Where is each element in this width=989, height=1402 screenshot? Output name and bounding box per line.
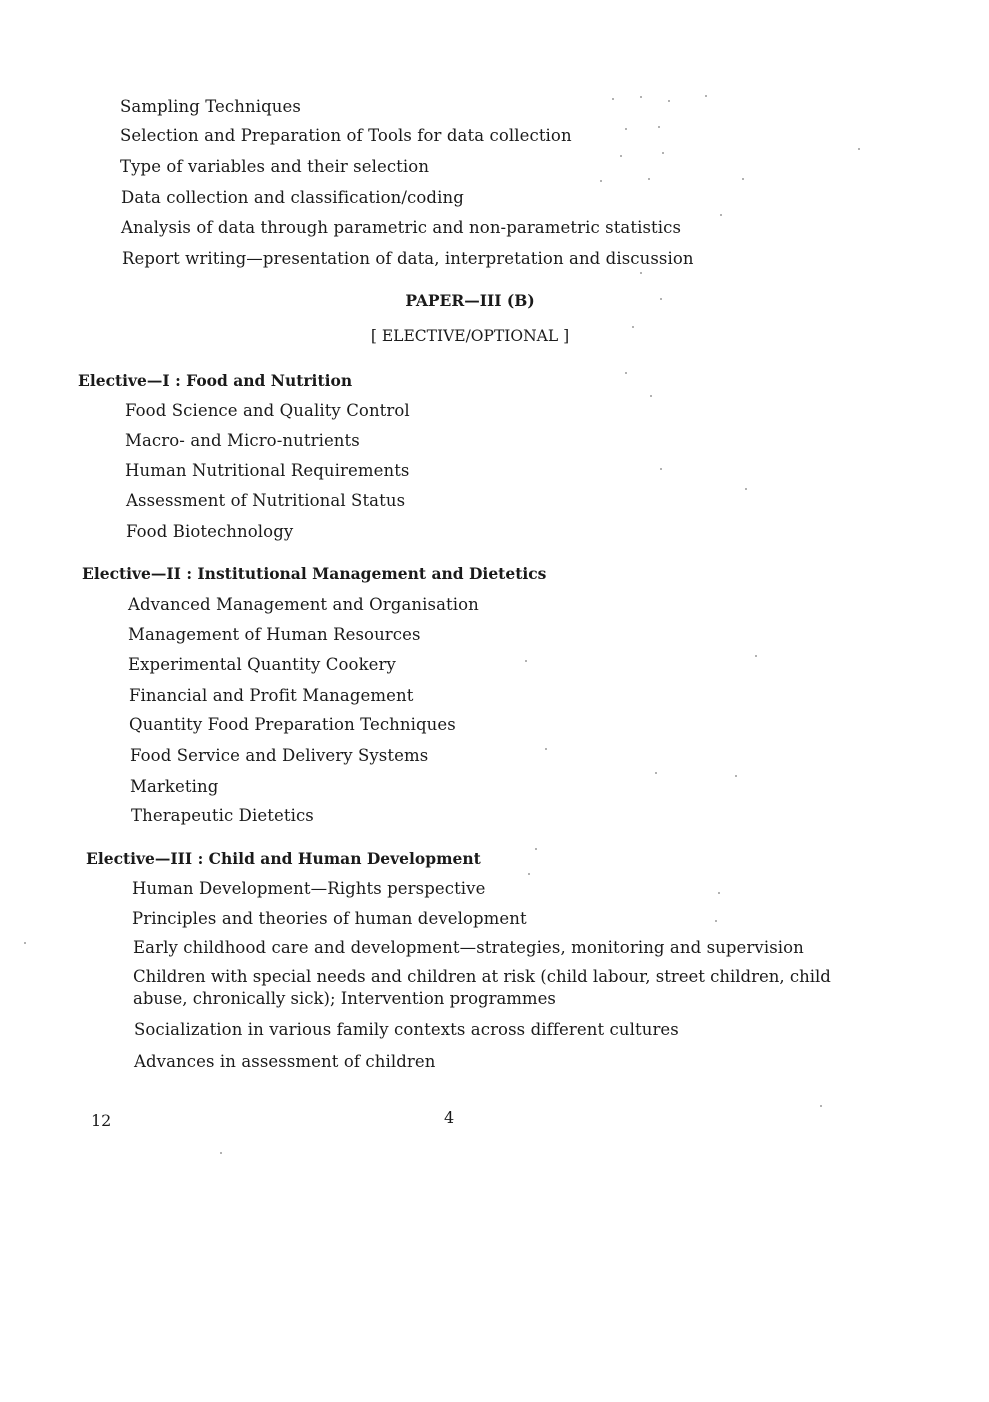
list-item: Children with special needs and children at risk (child labour, street children, child abuse, chronically sick); Intervention programmes	[133, 967, 831, 1008]
list-item: Type of variables and their selection	[120, 157, 430, 176]
list-item: Financial and Profit Management	[129, 686, 414, 705]
list-item: Food Science and Quality Control	[125, 401, 410, 420]
list-item: Principles and theories of human development	[132, 909, 527, 928]
list-item: Macro- and Micro-nutrients	[125, 431, 360, 450]
list-item: Quantity Food Preparation Techniques	[129, 715, 456, 734]
list-item: Marketing	[130, 777, 219, 796]
list-item: Management of Human Resources	[128, 625, 421, 644]
list-item: Selection and Preparation of Tools for data collection	[120, 126, 572, 145]
list-item: Report writing—presentation of data, interpretation and discussion	[122, 249, 694, 268]
list-item: Human Nutritional Requirements	[125, 461, 410, 480]
list-item: Socialization in various family contexts across different cultures	[134, 1020, 679, 1039]
list-item: Therapeutic Dietetics	[131, 806, 314, 825]
elective-heading: Elective—I : Food and Nutrition	[78, 371, 353, 390]
elective-heading: Elective—II : Institutional Management and Dietetics	[82, 564, 547, 583]
page-number-left: 12	[91, 1111, 112, 1130]
list-item: Assessment of Nutritional Status	[126, 491, 406, 510]
list-item: Food Service and Delivery Systems	[130, 746, 429, 765]
paper-subtitle: [ ELECTIVE/OPTIONAL ]	[370, 327, 570, 345]
list-item: Early childhood care and development—strategies, monitoring and supervision	[133, 938, 804, 957]
list-item: Food Biotechnology	[126, 522, 294, 541]
list-item: Human Development—Rights perspective	[132, 879, 486, 898]
list-item: Experimental Quantity Cookery	[128, 655, 396, 674]
list-item: Advances in assessment of children	[134, 1052, 436, 1071]
page-number-center: 4	[444, 1108, 455, 1127]
elective-heading: Elective—III : Child and Human Development	[86, 849, 481, 868]
list-item: Data collection and classification/coding	[121, 188, 464, 207]
list-item: Sampling Techniques	[120, 97, 301, 116]
list-item: Analysis of data through parametric and non-parametric statistics	[121, 218, 682, 237]
paper-title: PAPER—III (B)	[405, 291, 535, 310]
list-item: Advanced Management and Organisation	[128, 595, 479, 614]
